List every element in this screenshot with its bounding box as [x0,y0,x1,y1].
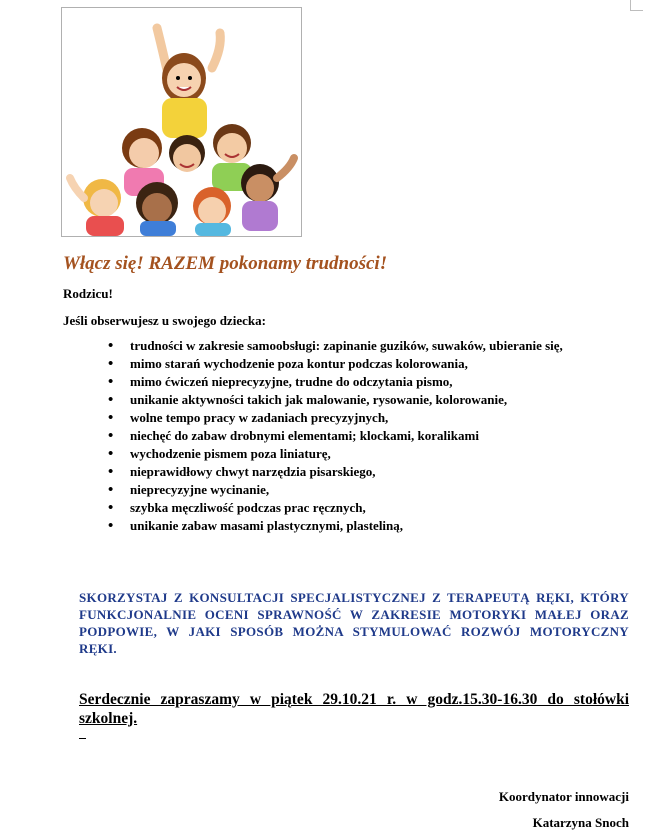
intro-text: Jeśli obserwujesz u swojego dziecka: [63,313,266,328]
consultation-notice: SKORZYSTAJ Z KONSULTACJI SPECJALISTYCZNEJ Z TERAPEUTĄ RĘKI, KTÓRY FUNKCJONALNIE OCENI SPRAWNOŚĆ W ZAKRESIE MOTORYKI MAŁEJ ORAZ PODPOWIE, W JAKI SPOSÓB MOŻNA STYMULOWAĆ ROZWÓJ MOTORYCZNY RĘKI. [79,590,629,656]
flyer-heading: Włącz się! RAZEM pokonamy trudności! [63,253,388,274]
greeting: Rodzicu! [63,286,113,301]
list-item: • wolne tempo pracy w zadaniach precyzyjnych, [108,409,630,427]
invitation-text: Serdecznie zapraszamy w piątek 29.10.21 r. w godz.15.30-16.30 do stołówki szkolnej. [79,691,629,727]
symptom-list [108,337,630,535]
list-item: • niechęć do zabaw drobnymi elementami; klockami, koralikami [108,427,630,445]
list-item: • unikanie zabaw masami plastycznymi, plasteliną, [108,517,630,535]
list-item: • nieprecyzyjne wycinanie, [108,481,630,499]
children-illustration-svg [62,8,301,236]
list-item: • nieprawidłowy chwyt narzędzia pisarskiego, [108,463,630,481]
signature-role: Koordynator innowacji [498,789,629,804]
underline-mark [79,738,86,739]
list-item: • mimo starań wychodzenie poza kontur podczas kolorowania, [108,355,630,373]
page-corner-mark [630,0,643,11]
list-item: • wychodzenie pismem poza liniaturę, [108,445,630,463]
list-item: • szybka męczliwość podczas prac ręcznych, [108,499,630,517]
list-item: • trudności w zakresie samoobsługi: zapinanie guzików, suwaków, ubieranie się, [108,337,630,355]
list-item: • unikanie aktywności takich jak malowanie, rysowanie, kolorowanie, [108,391,630,409]
list-item: • mimo ćwiczeń nieprecyzyjne, trudne do odczytania pismo, [108,373,630,391]
signature-name: Katarzyna Snoch [532,815,629,830]
children-illustration [61,7,302,237]
